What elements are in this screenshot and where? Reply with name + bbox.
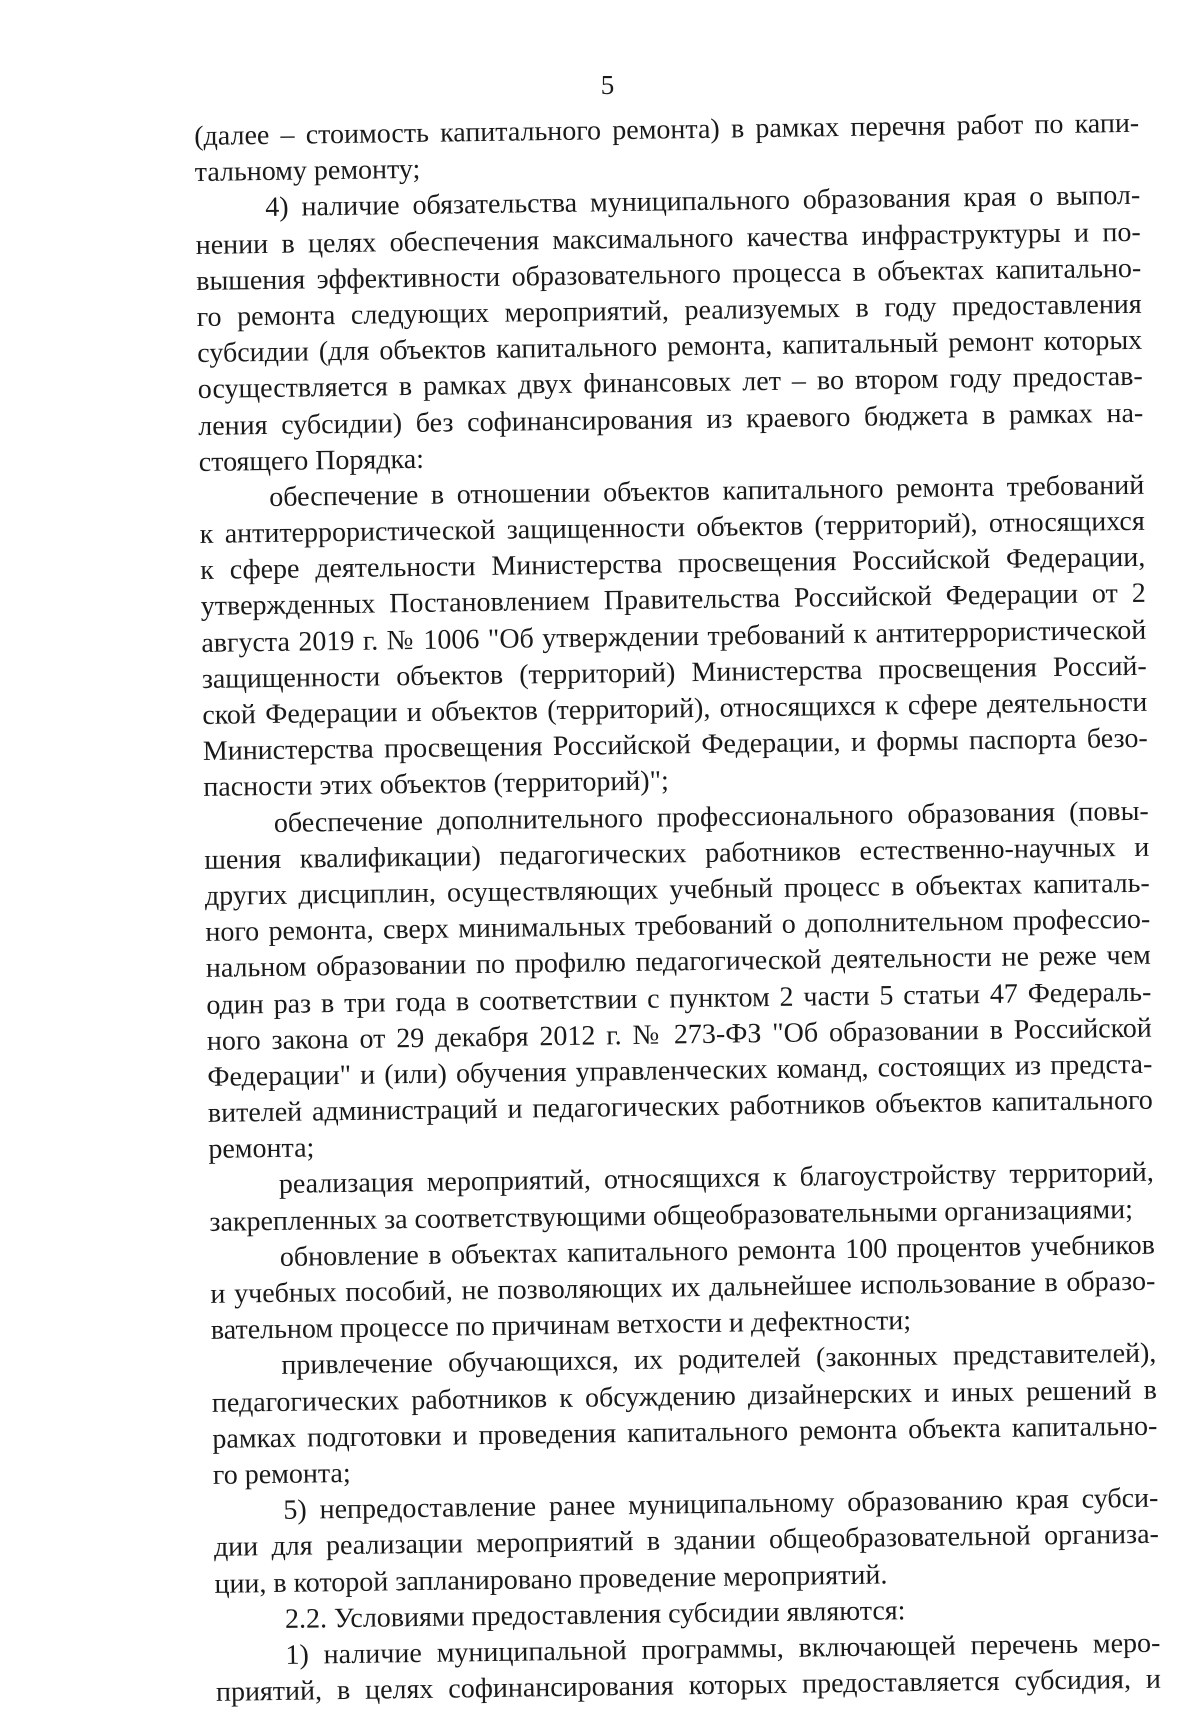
text-line: обеспечение дополнительного профессионального образования (повы-: [273, 795, 1149, 839]
text-line: 5) непредоставление ранее муниципальному образованию края субси-: [283, 1482, 1159, 1527]
text-line: один раз в три года в соответствии с пунктом 2 части 5 статьи 47 Федераль-: [206, 976, 1152, 1021]
text-line: осуществляется в рамках двух финансовых лет – во втором году предостав-: [197, 361, 1143, 406]
text-line: ции, в которой запланировано проведение мероприятий.: [214, 1558, 888, 1600]
text-line: защищенности объектов (территорий) Министерства просвещения Россий-: [201, 650, 1147, 695]
text-line: ного ремонта, сверх минимальных требований о дополнительном профессио-: [205, 903, 1151, 949]
text-line: ного закона от 29 декабря 2012 г. № 273-ФЗ "Об образовании в Российской: [206, 1012, 1153, 1057]
text-line: закрепленных за соответствующими общеобразовательными организациями;: [209, 1193, 1134, 1238]
text-line: нальном образовании по профилю педагогической деятельности не реже чем: [205, 940, 1151, 985]
text-line: субсидии (для объектов капитального ремонта, капитальный ремонт которых: [197, 324, 1143, 370]
text-line: го ремонта;: [212, 1457, 351, 1491]
text-line: вышения эффективности образовательного процесса в объектах капитально-: [196, 252, 1142, 297]
text-line: (далее – стоимость капитального ремонта) в рамках перечня работ по капи-: [194, 107, 1140, 152]
document-body: [194, 106, 1161, 1711]
text-line: педагогических работников к обсуждению дизайнерских и иных решений в: [211, 1374, 1158, 1419]
text-line: Министерства просвещения Российской Федерации, и формы паспорта безо-: [202, 722, 1148, 768]
text-line: обеспечение в отношении объектов капитального ремонта требований: [269, 469, 1145, 513]
text-line: ской Федерации и объектов (территорий), относящихся к сфере деятельности: [202, 686, 1148, 731]
text-line: пасности этих объектов (территорий)";: [203, 765, 670, 804]
text-line: вательном процессе по причинам ветхости и дефектности;: [210, 1305, 912, 1347]
text-line: обновление в объектах капитального ремонта 100 процентов учебников: [279, 1229, 1156, 1273]
text-line: приятий, в целях софинансирования которых предоставляется субсидия, и: [215, 1663, 1162, 1708]
text-line: вителей администраций и педагогических работников объектов капитального: [207, 1084, 1154, 1129]
text-line: августа 2019 г. № 1006 "Об утверждении требований к антитеррористической: [201, 614, 1147, 659]
text-line: стоящего Порядка:: [198, 443, 425, 478]
text-line: го ремонта следующих мероприятий, реализуемых в году предоставления: [196, 288, 1142, 333]
text-line: шения квалификации) педагогических работников естественно-научных и: [204, 831, 1150, 876]
text-line: 2.2. Условиями предоставления субсидии являются:: [284, 1594, 906, 1635]
text-line: дии для реализации мероприятий в здании общеобразовательной организа-: [213, 1518, 1160, 1564]
text-line: нении в целях обеспечения максимального качества инфраструктуры и по-: [195, 216, 1141, 261]
text-line: ремонта;: [208, 1132, 315, 1166]
text-line: 1) наличие муниципальной программы, включающей перечень меро-: [285, 1627, 1161, 1671]
text-line: утвержденных Постановлением Правительства Российской Федерации от 2: [200, 578, 1146, 623]
text-line: 4) наличие обязательства муниципального образования края о выпол-: [265, 180, 1141, 224]
text-line: к антитеррористической защищенности объектов (территорий), относящихся: [199, 505, 1145, 551]
text-line: ления субсидии) без софинансирования из краевого бюджета в рамках на-: [198, 397, 1144, 442]
text-line: рамках подготовки и проведения капитального ремонта объекта капитально-: [212, 1410, 1158, 1455]
text-line: привлечение обучающихся, их родителей (законных представителей),: [281, 1338, 1157, 1382]
text-line: тальному ремонту;: [194, 154, 421, 189]
text-line: Федерации" и (или) обучения управленческих команд, состоящих из предста-: [207, 1048, 1153, 1093]
text-line: реализация мероприятий, относящихся к благоустройству территорий,: [278, 1157, 1155, 1201]
page-number: 5: [600, 70, 615, 100]
text-line: других дисциплин, осуществляющих учебный процесс в объектах капиталь-: [204, 867, 1150, 912]
text-line: к сфере деятельности Министерства просвещения Российской Федерации,: [200, 542, 1146, 587]
text-line: и учебных пособий, не позволяющих их дальнейшее использование в образо-: [210, 1265, 1156, 1310]
